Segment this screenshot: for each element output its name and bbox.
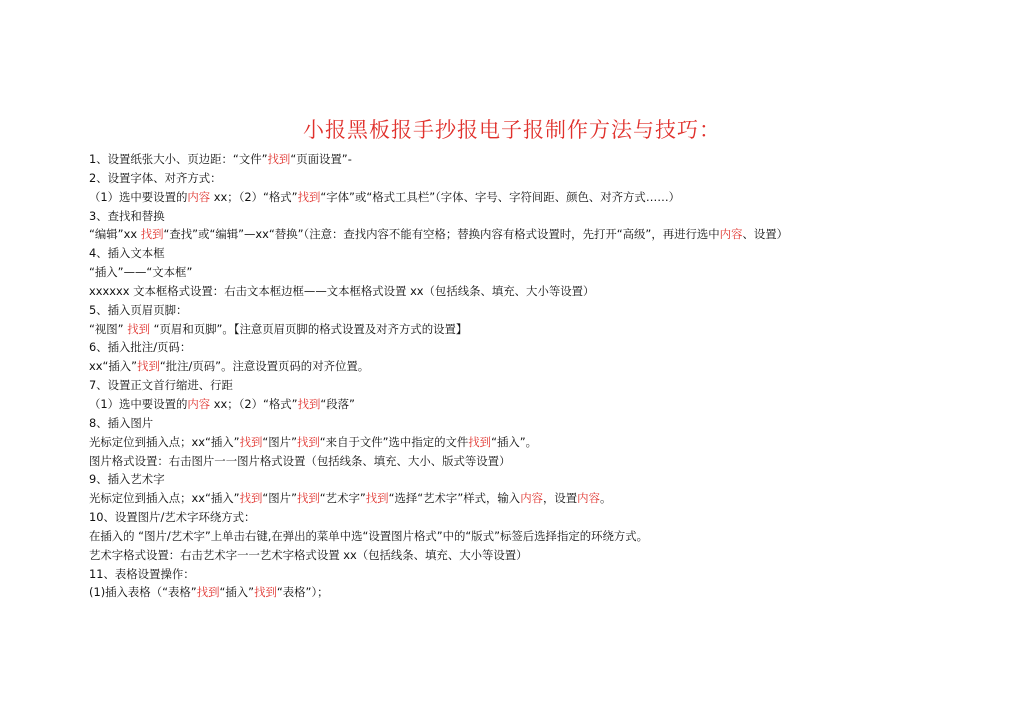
text-segment: “页眉和页脚”。【注意页眉页脚的格式设置及对齐方式的设置】 <box>150 321 468 336</box>
text-segment: (1)插入表格（“表格” <box>89 585 197 600</box>
text-line <box>89 470 989 489</box>
highlight-text: 内容 <box>719 227 743 242</box>
text-segment: “图片” <box>262 491 297 506</box>
text-line <box>89 508 989 527</box>
text-segment: 9、插入艺术字 <box>89 472 165 487</box>
text-segment: “艺术字” <box>319 491 366 506</box>
text-segment: “表格”）； <box>276 585 329 600</box>
text-segment: xx；（2）“格式” <box>210 189 298 204</box>
text-segment: 3、查找和替换 <box>89 208 165 223</box>
text-segment: 2、设置字体、对齐方式： <box>89 170 222 185</box>
text-line <box>89 414 989 433</box>
text-line <box>89 376 989 395</box>
text-line <box>89 244 989 263</box>
highlight-text: 找到 <box>140 227 164 242</box>
highlight-text: 找到 <box>267 152 291 166</box>
text-line <box>89 565 989 584</box>
text-line <box>89 489 989 508</box>
text-segment: “段落” <box>320 396 355 411</box>
highlight-text: 找到 <box>239 491 263 506</box>
text-segment: “插入”。 <box>491 434 538 449</box>
highlight-text: 找到 <box>196 585 220 600</box>
text-segment: “查找”或“编辑”—xx“替换”（注意：查找内容不能有空格；替换内容有格式设置时，先打开“高级”，再进行选中 <box>163 227 720 242</box>
highlight-text: 找到 <box>296 434 320 449</box>
text-line <box>89 583 989 602</box>
text-line <box>89 169 989 188</box>
text-line <box>89 546 989 565</box>
text-segment: 5、插入页眉页脚： <box>89 302 188 317</box>
text-segment: （1）选中要设置的 <box>89 189 188 204</box>
text-segment: “编辑”xx <box>89 227 141 242</box>
text-line <box>89 225 989 244</box>
text-segment: “页面设置”- <box>290 152 352 166</box>
text-segment: 图片格式设置：右击图片一一图片格式设置（包括线条、填充、大小、版式等设置） <box>89 453 511 468</box>
text-line <box>89 357 989 376</box>
text-segment: 10、设置图片/艺术字环绕方式： <box>89 510 256 525</box>
text-line <box>89 320 989 339</box>
text-line <box>89 452 989 471</box>
text-segment: ，设置 <box>542 491 578 506</box>
highlight-text: 内容 <box>187 189 211 204</box>
highlight-text: 找到 <box>137 359 160 374</box>
text-line <box>89 395 989 414</box>
text-segment: xx“插入” <box>89 359 138 374</box>
text-segment: 光标定位到插入点；xx“插入” <box>89 434 240 449</box>
text-line <box>89 150 989 169</box>
highlight-text: 找到 <box>297 396 321 411</box>
highlight-text: 找到 <box>297 189 321 204</box>
text-line <box>89 527 989 546</box>
text-segment: 光标定位到插入点；xx“插入” <box>89 491 240 506</box>
highlight-text: 找到 <box>239 434 263 449</box>
highlight-text: 内容 <box>577 491 600 506</box>
text-line <box>89 338 989 357</box>
text-segment: xx；（2）“格式” <box>210 396 298 411</box>
text-line <box>89 282 989 301</box>
text-segment: 、设置） <box>742 227 789 242</box>
text-segment: xxxxxx 文本框格式设置：右击文本框边框——文本框格式设置 xx（包括线条、填充、大小等设置） <box>89 283 595 298</box>
highlight-text: 找到 <box>296 491 320 506</box>
text-line <box>89 433 989 452</box>
highlight-text: 找到 <box>254 585 277 600</box>
highlight-text: 内容 <box>520 491 543 506</box>
text-segment: 7、设置正文首行缩进、行距 <box>89 378 233 393</box>
text-segment: “插入”——“文本框” <box>89 265 193 280</box>
text-segment: （1）选中要设置的 <box>89 396 188 411</box>
highlight-text: 找到 <box>365 491 389 506</box>
text-line <box>89 188 989 207</box>
text-segment: 。 <box>599 491 612 506</box>
text-segment: “字体”或“格式工具栏”（字体、字号、字符间距、颜色、对齐方式……） <box>320 189 680 204</box>
text-segment: 4、插入文本框 <box>89 246 165 261</box>
text-segment: “视图” <box>89 321 128 336</box>
highlight-text: 找到 <box>127 321 151 336</box>
text-segment: 艺术字格式设置：右击艺术字一一艺术字格式设置 xx（包括线条、填充、大小等设置） <box>89 547 528 562</box>
text-segment: 1、设置纸张大小、页边距：“文件” <box>89 152 268 166</box>
document-title: 小报黑板报手抄报电子报制作方法与技巧： <box>303 118 721 142</box>
text-line <box>89 263 989 282</box>
document-body <box>89 150 989 602</box>
text-segment: “来自于文件”选中指定的文件 <box>319 434 469 449</box>
text-line <box>89 207 989 226</box>
text-segment: “批注/页码”。注意设置页码的对齐位置。 <box>159 359 370 374</box>
highlight-text: 找到 <box>468 434 492 449</box>
highlight-text: 内容 <box>187 396 211 411</box>
text-line <box>89 301 989 320</box>
text-segment: 8、插入图片 <box>89 415 154 430</box>
text-segment: 6、插入批注/页码： <box>89 340 192 355</box>
text-segment: “图片” <box>262 434 297 449</box>
text-segment: “选择“艺术字”样式，输入 <box>388 491 521 506</box>
text-segment: “插入” <box>219 585 255 600</box>
text-segment: 11、表格设置操作： <box>89 566 195 581</box>
text-segment: 在插入的 “图片/艺术字”上单击右键,在弹出的菜单中选“设置图片格式”中的“版式”标签后选择指定的环绕方式。 <box>89 528 649 543</box>
